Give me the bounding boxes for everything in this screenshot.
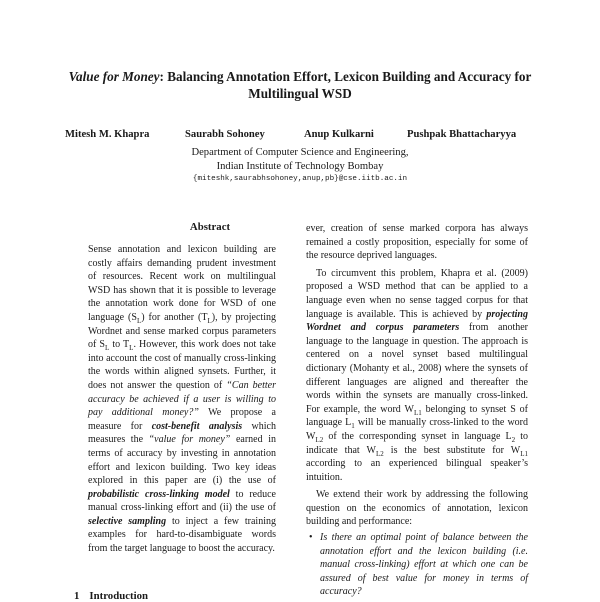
bullet-icon: • xyxy=(309,532,313,544)
section-title: Introduction xyxy=(89,590,149,602)
affiliation-line-1: Department of Computer Science and Engineering, xyxy=(191,147,409,158)
author-email: {miteshk,saurabhsohoney,anup,pb}@cse.iitb.ac.in xyxy=(192,175,408,183)
paper-title xyxy=(60,68,540,102)
section-number: 1 xyxy=(74,590,80,602)
abstract-paragraph: Sense annotation and lexicon building are costly affairs demanding prudent investment of resources. Recent work on multilingual WSD has shown that it is possible to leverage the annotation work done for WSD of one language $(S_L)$ for another $(T_L)$, by projecting Wordnet and sense marked corpus parameters of $S_L$ to $T_L$. However, this work does not take into account the cost of manually cross-linking the words within aligned synsets. Further, it does not answer the question of “Can better accuracy be achieved if a user is willing to pay additional money?” We propose a measure for cost-benefit analysis which measures the “value for money” earned in terms of accuracy by investing in annotation effort and lexicon building. Two key ideas explored in this paper are (i) the use of probabilistic cross-linking model to reduce manual cross-linking effort and (ii) the use of selective sampling to inject a few training examples for hard-to-disambiguate words from the target language to boost the accuracy. xyxy=(88,244,277,555)
right-paragraph-0: ever, creation of sense marked corpora has always remained a costly proposition, especially for some of the resource deprived languages. xyxy=(306,223,528,262)
affiliation-line-2: Indian Institute of Technology Bombay xyxy=(216,161,384,172)
right-paragraph-1: To circumvent this problem, Khapra et al. (2009) proposed a WSD method that can be applied to a language even when no sense tagged corpus for that language is available. This is achieved by projecting Wordnet and corpus parameters from another language to the language in question. The approach is centered on a novel synset based multilingual dictionary (Mohanty et al., 2008) where the synsets of different languages are aligned and thereafter the words within the synsets are manually cross-linked. For example, the word $W_{L1}$ belonging to synset S of language $L_1$ will be manually cross-linked to the word $W_{L2}$ of the corresponding synset in language $L_2$ to indicate that $W_{L2}$ is the best substitute for $W_{L1}$ according to an experienced bilingual speaker’s intuition. xyxy=(306,267,529,483)
author-2: Saurabh Sohoney xyxy=(185,129,265,140)
abstract-heading: Abstract xyxy=(189,221,231,233)
title-rest: : Balancing Annotation Effort, Lexicon Building and Accuracy for Multilingual WSD xyxy=(159,69,532,101)
right-paragraph-2: We extend their work by addressing the following question on the economics of annotation, lexicon building and performance: xyxy=(306,489,528,528)
section-heading-introduction xyxy=(74,590,158,602)
author-4: Pushpak Bhattacharyya xyxy=(407,129,517,140)
author-1: Mitesh M. Khapra xyxy=(65,129,150,140)
title-italic: Value for Money xyxy=(68,69,160,84)
abstract-body xyxy=(88,243,276,556)
bullet-item: • Is there an optimal point of balance between the annotation effort and the lexicon building (i.e. manual cross-linking) effort at which one can be assured of best value for money in terms of accuracy? xyxy=(309,532,528,598)
right-column xyxy=(306,222,528,599)
author-3: Anup Kulkarni xyxy=(304,129,374,140)
